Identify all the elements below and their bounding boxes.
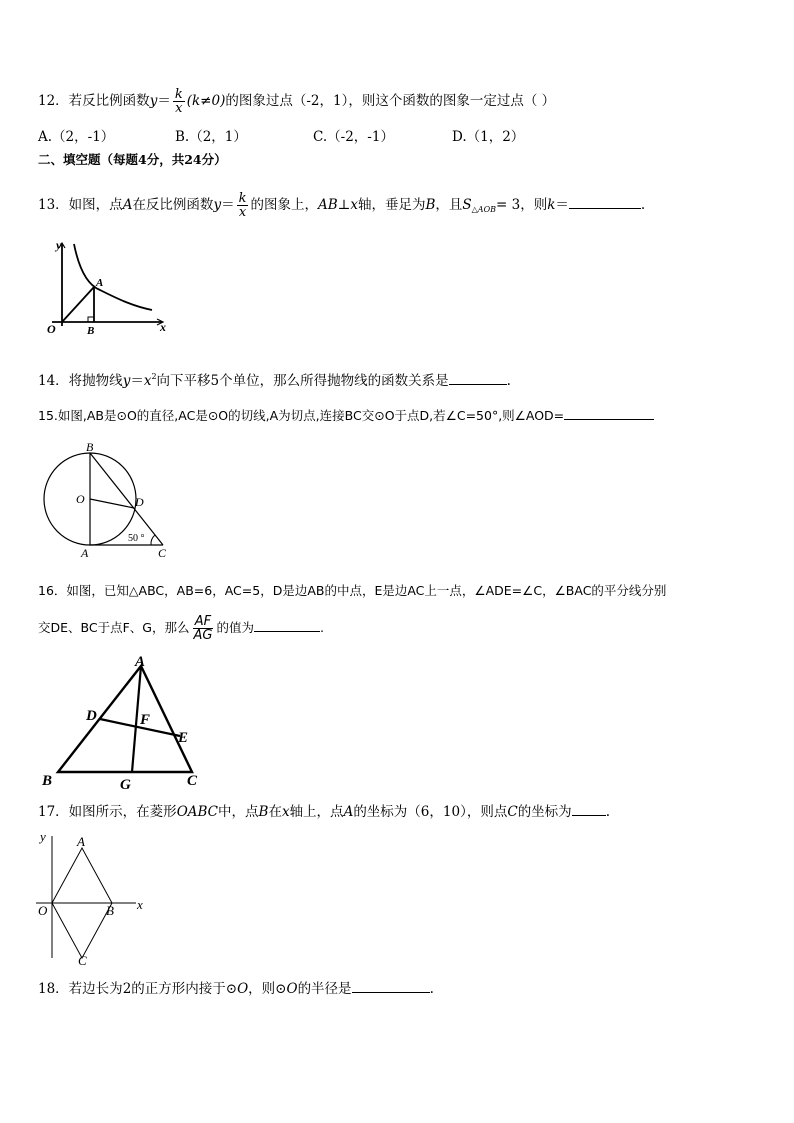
q16-fraction: $\frac{AF}{AG}$ — [193, 614, 213, 643]
q16-label-b: B — [42, 773, 53, 789]
q16-answer-blank[interactable] — [254, 617, 320, 632]
q16-triangle-abc — [58, 666, 192, 772]
q18-stem: 18．若边长为2的正方形内接于⊙O，则⊙O的半径是 . — [38, 978, 434, 998]
q15-segment-bc — [90, 453, 163, 545]
q15-angle-arc — [151, 535, 155, 545]
q13-label-o: O — [47, 322, 56, 336]
q15-stem: 15.如图,AB是⊙O的直径,AC是⊙O的切线,A为切点,连接BC交⊙O于点D,若∠C=50°,则∠AOD= — [38, 405, 654, 425]
q16-label-a: A — [135, 654, 146, 670]
q16-figure — [40, 652, 210, 792]
q12-fraction: $\frac{k}{x}$ — [174, 87, 183, 116]
q13-stem: 13．如图，点A在反比例函数y＝ $\frac{k}{x}$ 的图象上，AB⊥x轴，垂足为B，且$S_{\triangle AOB}= 3$，则k＝ . — [38, 191, 646, 220]
q15-label-d: D — [135, 495, 144, 509]
q15-answer-blank[interactable] — [564, 405, 654, 420]
q15-label-a: A — [81, 546, 89, 560]
q15-label-o: O — [76, 492, 85, 506]
q17-answer-blank[interactable] — [572, 801, 606, 816]
q17-figure — [36, 828, 156, 968]
q16-label-c: C — [187, 773, 198, 789]
q13-answer-blank[interactable] — [569, 194, 641, 209]
q17-label-x: x — [137, 897, 143, 912]
q12-option-b: B.（2，1） — [175, 129, 247, 145]
q16-stem-line2: 交DE、BC于点F、G，那么 $\frac{AF}{AG}$ 的值为 . — [38, 614, 324, 643]
section-title: 二、填空题（每题4分，共24分） — [38, 152, 227, 167]
q14-answer-blank[interactable] — [449, 370, 507, 385]
q17-label-o: O — [38, 903, 48, 918]
q15-label-b: B — [86, 440, 94, 454]
q13-label-x: x — [160, 320, 166, 334]
q13-hyperbola — [74, 244, 152, 310]
q15-label-c: C — [158, 546, 167, 560]
q17-label-a: A — [77, 834, 85, 849]
q13-label-b: B — [87, 325, 95, 337]
q16-label-f: F — [140, 712, 151, 728]
q13-figure — [40, 238, 175, 338]
q12-option-a: A.（2，-1） — [38, 129, 115, 145]
q16-stem-line1: 16．如图，已知△ABC，AB=6，AC=5，D是边AB的中点，E是边AC上一点，∠ADE=∠C，∠BAC的平分线分别 — [38, 583, 667, 598]
q16-label-d: D — [86, 708, 97, 724]
q15-figure — [40, 440, 180, 562]
q13-fraction: $\frac{k}{x}$ — [238, 191, 247, 220]
q17-label-b: B — [106, 903, 114, 918]
q16-label-g: G — [120, 777, 131, 793]
q15-angle-label: 50 ° — [128, 533, 145, 544]
q13-label-y: y — [56, 238, 62, 252]
q13-label-a: A — [96, 277, 104, 289]
q17-label-y: y — [40, 829, 46, 844]
q12-stem: 12．若反比例函数y＝ $\frac{k}{x}$ (k≠0)的图象过点（-2，1），则这个函数的图象一定过点（ ） — [38, 87, 556, 116]
q17-label-c: C — [78, 953, 87, 968]
q18-answer-blank[interactable] — [352, 978, 430, 993]
q17-stem: 17．如图所示，在菱形OABC中，点B在x轴上，点A的坐标为（6，10），则点C的坐标为 . — [38, 801, 610, 821]
q14-stem: 14．将抛物线$y=x^2$向下平移5个单位，那么所得抛物线的函数关系是 . — [38, 372, 511, 389]
q12-option-c: C.（-2，-1） — [313, 129, 394, 145]
q16-label-e: E — [178, 730, 189, 746]
q12-option-d: D.（1，2） — [452, 129, 525, 145]
